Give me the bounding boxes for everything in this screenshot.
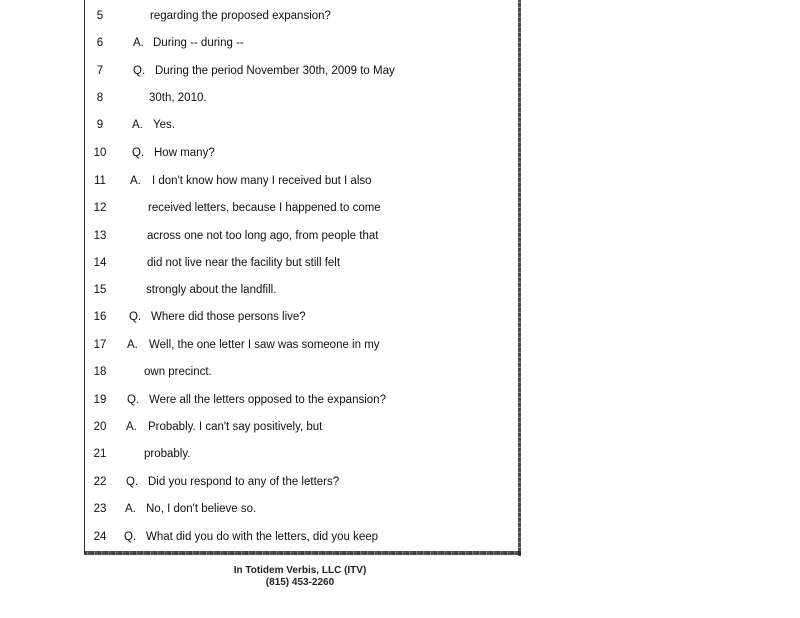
transcript-line bbox=[0, 88, 520, 108]
line-number: 22 bbox=[93, 476, 107, 488]
line-number: 21 bbox=[93, 448, 107, 460]
line-number: 8 bbox=[96, 92, 104, 104]
line-number: 15 bbox=[93, 284, 107, 296]
transcript-line bbox=[0, 198, 520, 218]
line-text: did not live near the facility but still felt bbox=[147, 257, 341, 269]
line-number: 5 bbox=[96, 10, 104, 22]
transcript-line bbox=[0, 61, 520, 81]
line-text: What did you do with the letters, did you keep bbox=[146, 531, 379, 543]
line-number: 24 bbox=[93, 531, 107, 543]
transcript-line bbox=[0, 115, 520, 135]
transcript-line bbox=[0, 335, 520, 355]
speaker-label: Q. bbox=[132, 147, 145, 159]
transcript-line bbox=[0, 280, 520, 300]
speaker-label: Q. bbox=[133, 65, 146, 77]
line-text: Probably. I can't say positively, but bbox=[148, 421, 323, 433]
line-text: Well, the one letter I saw was someone in my bbox=[149, 339, 380, 351]
speaker-label: A. bbox=[132, 119, 143, 131]
speaker-label: Q. bbox=[127, 394, 140, 406]
transcript-line bbox=[0, 444, 520, 464]
speaker-label: A. bbox=[133, 37, 144, 49]
line-text: regarding the proposed expansion? bbox=[150, 10, 331, 22]
transcript-line bbox=[0, 33, 520, 53]
line-number: 20 bbox=[93, 421, 107, 433]
line-text: No, I don't believe so. bbox=[146, 503, 257, 515]
transcript-line bbox=[0, 362, 520, 382]
line-text: strongly about the landfill. bbox=[146, 284, 277, 296]
line-number: 17 bbox=[93, 339, 107, 351]
speaker-label: Q. bbox=[126, 476, 139, 488]
line-number: 23 bbox=[93, 503, 107, 515]
line-text: Did you respond to any of the letters? bbox=[148, 476, 340, 488]
line-number: 16 bbox=[93, 311, 107, 323]
transcript-line bbox=[0, 472, 520, 492]
speaker-label: A. bbox=[127, 339, 138, 351]
transcript-line bbox=[0, 390, 520, 410]
footer-company: In Totidem Verbis, LLC (ITV) bbox=[233, 565, 367, 576]
speaker-label: A. bbox=[125, 503, 136, 515]
transcript-line bbox=[0, 226, 520, 246]
transcript-line bbox=[0, 171, 520, 191]
line-text: probably. bbox=[144, 448, 191, 460]
line-number: 11 bbox=[94, 175, 106, 187]
transcript-line bbox=[0, 6, 520, 26]
transcript-line bbox=[0, 527, 520, 547]
line-number: 14 bbox=[93, 257, 107, 269]
line-number: 13 bbox=[93, 230, 107, 242]
transcript-line bbox=[0, 143, 520, 163]
speaker-label: A. bbox=[126, 421, 137, 433]
line-text: How many? bbox=[154, 147, 215, 159]
line-text: During -- during -- bbox=[153, 37, 244, 49]
line-number: 19 bbox=[93, 394, 107, 406]
line-number: 9 bbox=[96, 119, 104, 131]
line-text: across one not too long ago, from people that bbox=[147, 230, 379, 242]
bottom-border-rule bbox=[84, 551, 521, 555]
line-text: own precinct. bbox=[144, 366, 212, 378]
line-number: 10 bbox=[93, 147, 107, 159]
speaker-label: Q. bbox=[124, 531, 137, 543]
transcript-line bbox=[0, 499, 520, 519]
transcript-line bbox=[0, 253, 520, 273]
speaker-label: A. bbox=[130, 175, 141, 187]
line-number: 18 bbox=[93, 366, 107, 378]
line-text: Where did those persons live? bbox=[151, 311, 306, 323]
line-text: 30th, 2010. bbox=[149, 92, 207, 104]
line-text: Were all the letters opposed to the expansion? bbox=[149, 394, 386, 406]
line-text: I don't know how many I received but I also bbox=[152, 175, 372, 187]
line-number: 7 bbox=[96, 65, 104, 77]
transcript-line bbox=[0, 307, 520, 327]
transcript-line bbox=[0, 417, 520, 437]
line-number: 12 bbox=[93, 202, 107, 214]
line-text: received letters, because I happened to come bbox=[148, 202, 381, 214]
left-margin-rule bbox=[84, 0, 85, 553]
footer-phone: (815) 453-2260 bbox=[265, 577, 335, 588]
line-text: During the period November 30th, 2009 to May bbox=[155, 65, 395, 77]
line-text: Yes. bbox=[153, 119, 175, 131]
line-number: 6 bbox=[96, 37, 104, 49]
speaker-label: Q. bbox=[129, 311, 142, 323]
